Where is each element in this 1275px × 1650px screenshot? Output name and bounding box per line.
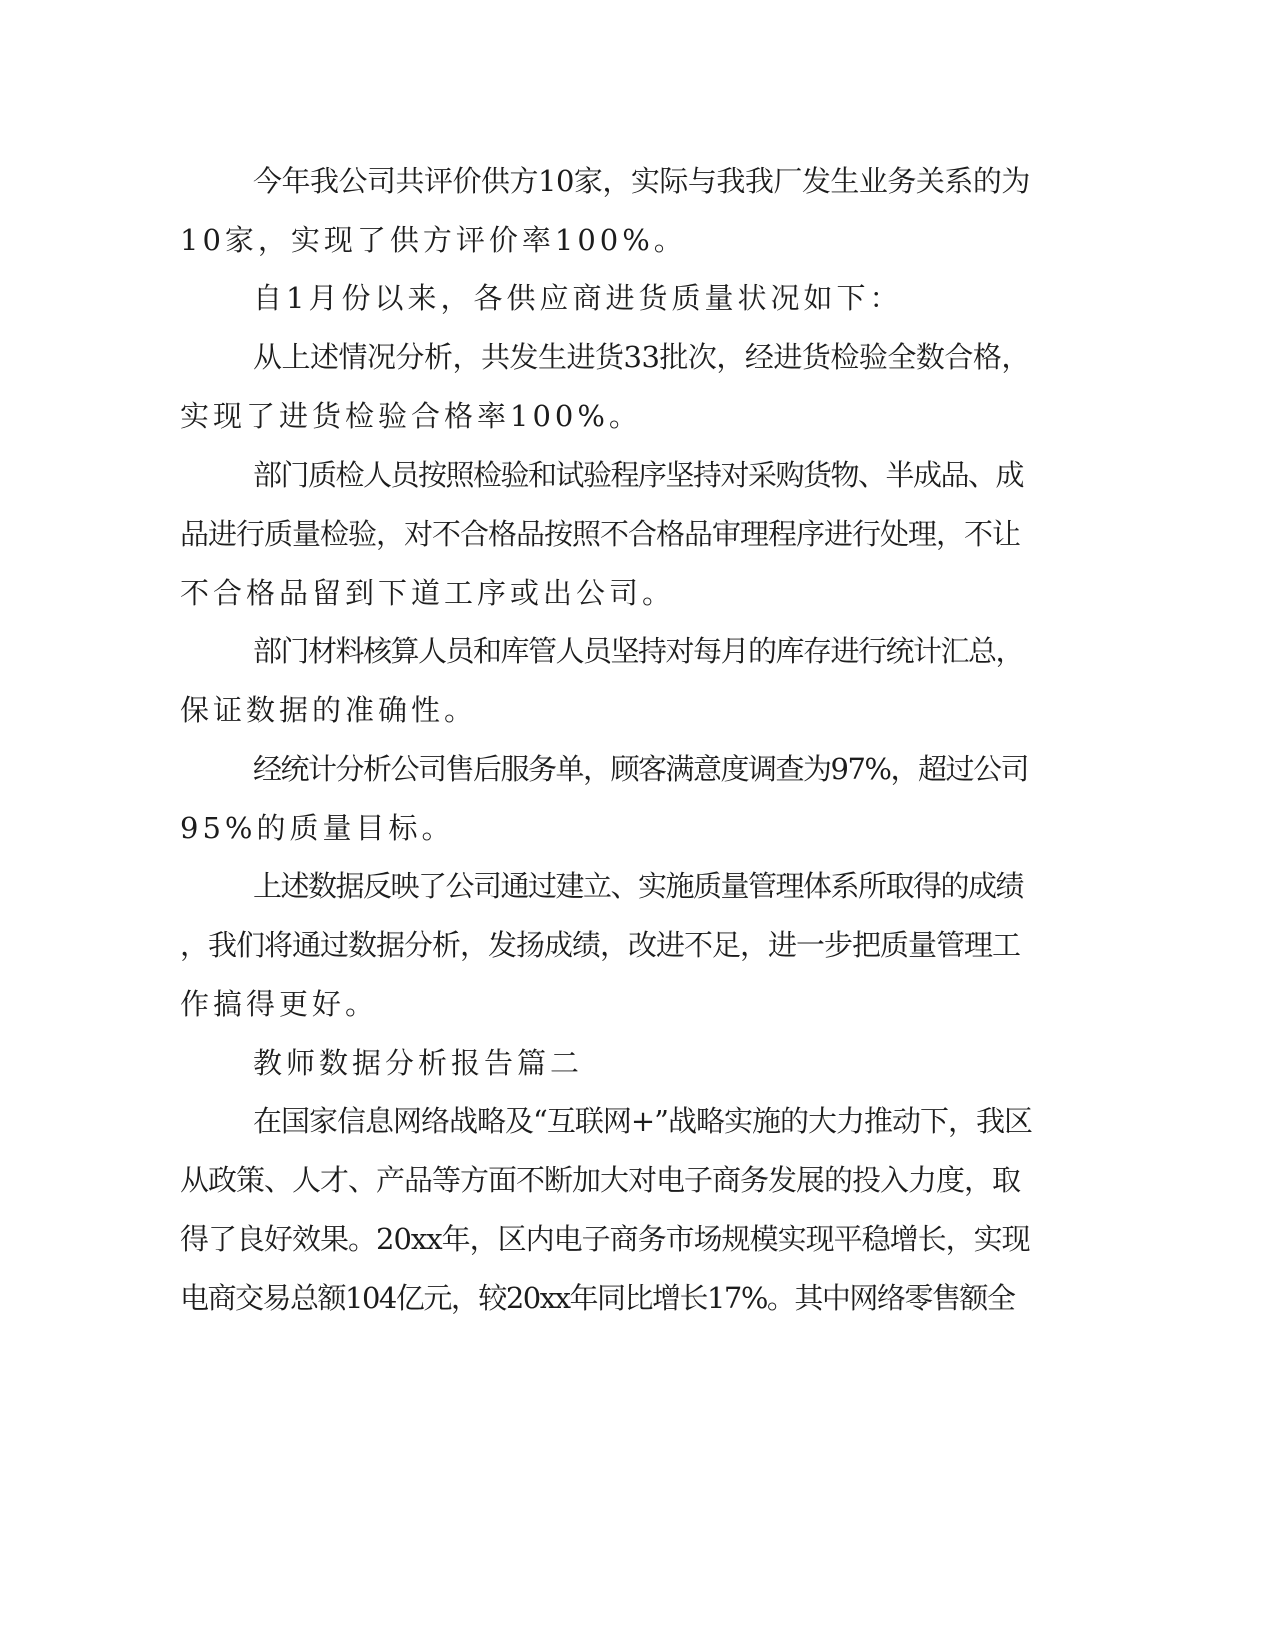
- paragraph-line: 作搞得更好。: [180, 987, 379, 1021]
- paragraph-line: 得了良好效果。20xx年，区内电子商务市场规模实现平稳增长，实现: [180, 1222, 1030, 1256]
- paragraph-line: 部门质检人员按照检验和试验程序坚持对采购货物、半成品、成: [253, 458, 1024, 492]
- paragraph-line: 从政策、人才、产品等方面不断加大对电子商务发展的投入力度，取: [180, 1163, 1021, 1197]
- paragraph-line: 不合格品留到下道工序或出公司。: [180, 576, 676, 610]
- paragraph-line: 在国家信息网络战略及“互联网+”战略实施的大力推动下，我区: [253, 1104, 1032, 1138]
- paragraph-line: 自1月份以来，各供应商进货质量状况如下：: [253, 281, 903, 315]
- paragraph-line: 部门材料核算人员和库管人员坚持对每月的库存进行统计汇总，: [253, 634, 1024, 668]
- paragraph-line: 10家，实现了供方评价率100%。: [180, 223, 687, 257]
- section-heading: 教师数据分析报告篇二: [253, 1046, 584, 1080]
- paragraph-line: 从上述情况分析，共发生进货33批次，经进货检验全数合格，: [253, 340, 1030, 374]
- paragraph-line: ，我们将通过数据分析，发扬成绩，改进不足，进一步把质量管理工: [180, 928, 1021, 962]
- paragraph-line: 上述数据反映了公司通过建立、实施质量管理体系所取得的成绩: [253, 869, 1024, 903]
- paragraph-line: 品进行质量检验，对不合格品按照不合格品审理程序进行处理，不让: [180, 517, 1021, 551]
- paragraph-line: 电商交易总额104亿元，较20xx年同比增长17%。其中网络零售额全: [180, 1281, 1015, 1315]
- paragraph-line: 保证数据的准确性。: [180, 693, 478, 727]
- paragraph-line: 95%的质量目标。: [180, 811, 455, 845]
- paragraph-line: 经统计分析公司售后服务单，顾客满意度调查为97%，超过公司: [253, 752, 1028, 786]
- paragraph-line: 今年我公司共评价供方10家，实际与我我厂发生业务关系的为: [253, 164, 1030, 198]
- paragraph-line: 实现了进货检验合格率100%。: [180, 399, 642, 433]
